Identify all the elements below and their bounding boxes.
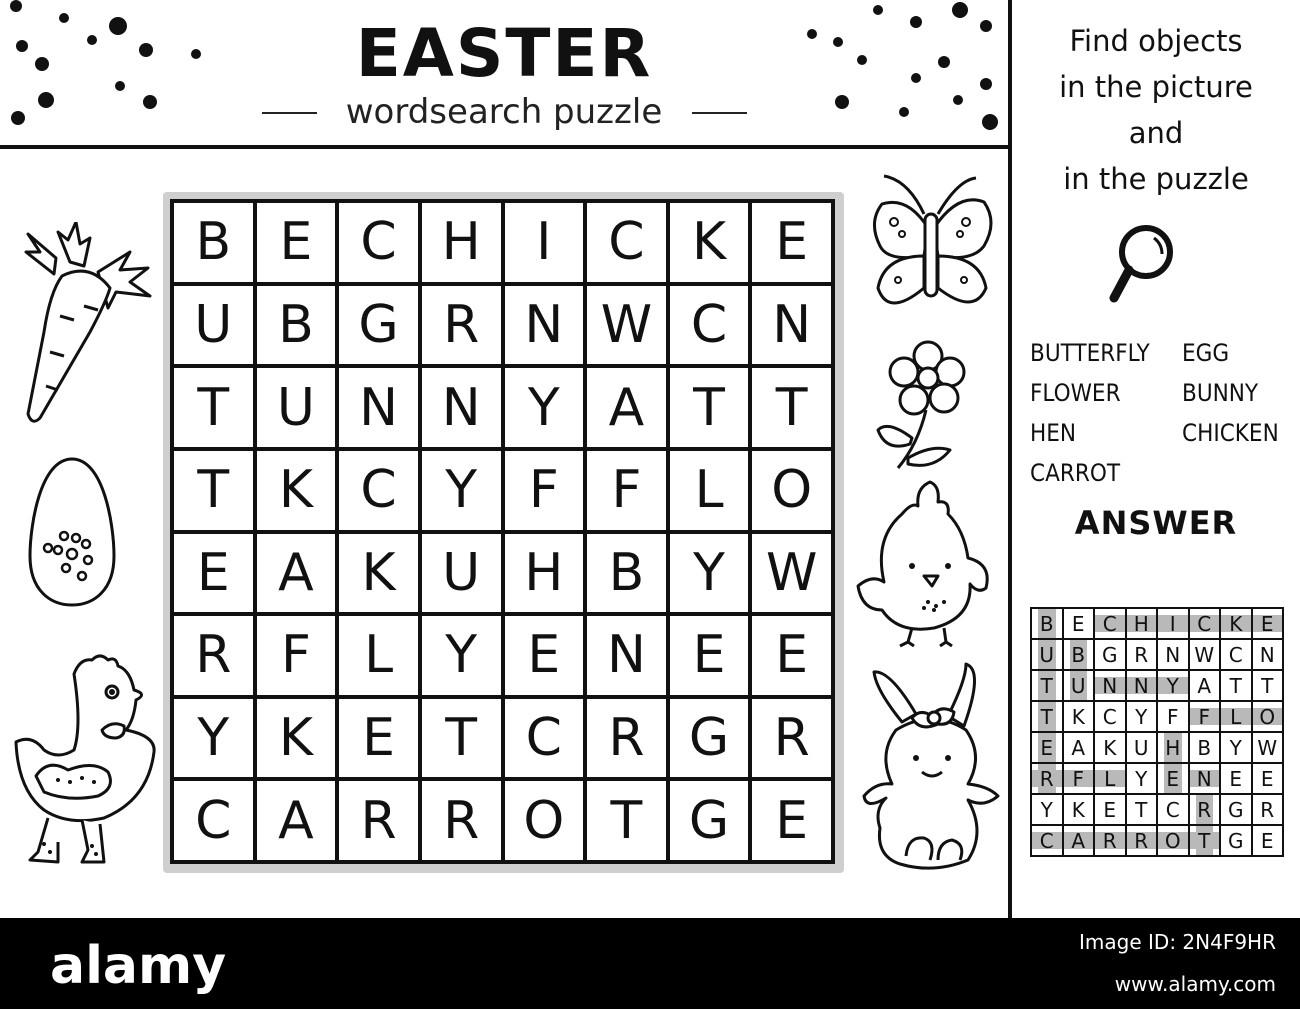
answer-grid-cell xyxy=(1031,732,1063,763)
word-bunny: BUNNY xyxy=(1182,379,1259,407)
grid-cell: E xyxy=(752,781,831,860)
answer-grid-letter: K xyxy=(1103,735,1117,760)
answer-grid-letter: T xyxy=(1261,673,1274,698)
answer-grid-cell xyxy=(1126,639,1158,670)
answer-grid-cell xyxy=(1157,763,1189,794)
answer-grid-letter: G xyxy=(1228,797,1244,822)
answer-grid-letter: R xyxy=(1102,828,1117,853)
answer-grid-cell xyxy=(1189,608,1221,639)
grid-cell: N xyxy=(752,286,831,365)
grid-cell: K xyxy=(339,534,418,613)
answer-grid-cell xyxy=(1063,639,1095,670)
answer-grid-letter: B xyxy=(1197,735,1212,760)
grid-cell: R xyxy=(339,781,418,860)
answer-grid xyxy=(1030,607,1284,857)
grid-cell: W xyxy=(587,286,666,365)
answer-grid-letter: A xyxy=(1071,735,1086,760)
answer-grid-letter: L xyxy=(1230,704,1242,729)
answer-grid-letter: R xyxy=(1134,828,1149,853)
answer-grid-cell xyxy=(1189,670,1221,701)
footer-url[interactable]: www.alamy.com xyxy=(1114,972,1276,996)
answer-grid-letter: A xyxy=(1071,828,1086,853)
answer-grid-cell xyxy=(1252,639,1284,670)
grid-cell: B xyxy=(587,534,666,613)
answer-grid-letter: B xyxy=(1071,642,1086,667)
answer-grid-cell xyxy=(1031,608,1063,639)
answer-grid-letter: O xyxy=(1259,704,1276,729)
grid-cell: L xyxy=(339,616,418,695)
answer-grid-cell xyxy=(1157,825,1189,856)
grid-cell: O xyxy=(505,781,584,860)
answer-grid-letter: T xyxy=(1135,797,1148,822)
wordsearch-grid xyxy=(170,199,835,864)
bunny-icon xyxy=(856,660,1006,880)
answer-grid-letter: H xyxy=(1133,611,1149,636)
answer-grid-cell xyxy=(1157,608,1189,639)
answer-grid-letter: E xyxy=(1166,766,1180,791)
grid-cell: R xyxy=(752,699,831,778)
answer-grid-letter: K xyxy=(1071,704,1085,729)
grid-cell: N xyxy=(422,368,501,447)
decorative-dot xyxy=(10,0,22,12)
grid-cell: Y xyxy=(670,534,749,613)
grid-cell: T xyxy=(174,451,253,530)
answer-grid-cell xyxy=(1220,763,1252,794)
answer-grid-cell xyxy=(1157,639,1189,670)
answer-grid-letter: R xyxy=(1260,797,1275,822)
instruction-line: and xyxy=(1128,116,1184,150)
footer-image-id: Image ID: 2N4F9HR xyxy=(1079,930,1276,954)
grid-cell: E xyxy=(752,616,831,695)
answer-grid-cell xyxy=(1157,732,1189,763)
answer-grid-cell xyxy=(1189,701,1221,732)
answer-grid-cell xyxy=(1031,670,1063,701)
answer-grid-letter: R xyxy=(1039,766,1054,791)
answer-grid-letter: T xyxy=(1229,673,1242,698)
magnifying-glass-icon xyxy=(1108,222,1174,308)
answer-grid-cell xyxy=(1189,639,1221,670)
answer-grid-letter: W xyxy=(1257,735,1278,760)
answer-grid-cell xyxy=(1031,639,1063,670)
answer-grid-cell xyxy=(1031,763,1063,794)
answer-grid-cell xyxy=(1189,763,1221,794)
answer-grid-letter: N xyxy=(1165,642,1181,667)
grid-cell: H xyxy=(422,203,501,282)
grid-cell: L xyxy=(670,451,749,530)
grid-cell: U xyxy=(174,286,253,365)
answer-grid-cell xyxy=(1094,732,1126,763)
answer-grid-cell xyxy=(1220,701,1252,732)
grid-cell: E xyxy=(257,203,336,282)
grid-cell: T xyxy=(422,699,501,778)
answer-grid-letter: U xyxy=(1070,673,1086,698)
answer-grid-cell xyxy=(1094,701,1126,732)
grid-cell: C xyxy=(587,203,666,282)
answer-grid-letter: F xyxy=(1198,704,1210,729)
footer-logo[interactable]: alamy xyxy=(50,936,227,996)
answer-grid-letter: Y xyxy=(1135,704,1148,729)
grid-cell: T xyxy=(752,368,831,447)
grid-cell: C xyxy=(505,699,584,778)
answer-grid-cell xyxy=(1126,794,1158,825)
answer-grid-cell xyxy=(1220,794,1252,825)
grid-cell: N xyxy=(339,368,418,447)
grid-cell: E xyxy=(174,534,253,613)
answer-grid-letter: E xyxy=(1260,766,1274,791)
header-divider xyxy=(0,145,1008,149)
grid-cell: E xyxy=(505,616,584,695)
answer-grid-letter: C xyxy=(1102,704,1117,729)
answer-grid-cell xyxy=(1220,639,1252,670)
answer-grid-cell xyxy=(1189,732,1221,763)
instruction-line: in the picture xyxy=(1059,70,1253,104)
answer-grid-letter: W xyxy=(1194,642,1215,667)
answer-grid-letter: C xyxy=(1039,828,1054,853)
grid-cell: B xyxy=(174,203,253,282)
answer-grid-letter: F xyxy=(1072,766,1084,791)
answer-grid-cell xyxy=(1063,670,1095,701)
answer-grid-letter: N xyxy=(1102,673,1118,698)
answer-grid-letter: U xyxy=(1133,735,1149,760)
word-carrot: CARROT xyxy=(1030,459,1121,487)
answer-grid-cell xyxy=(1094,794,1126,825)
answer-grid-cell xyxy=(1157,701,1189,732)
grid-cell: N xyxy=(505,286,584,365)
answer-grid-cell xyxy=(1157,670,1189,701)
answer-grid-letter: T xyxy=(1040,673,1053,698)
answer-grid-letter: T xyxy=(1040,704,1053,729)
answer-grid-cell xyxy=(1220,608,1252,639)
answer-grid-cell xyxy=(1063,825,1095,856)
answer-grid-cell xyxy=(1094,670,1126,701)
grid-cell: R xyxy=(422,286,501,365)
grid-cell: F xyxy=(505,451,584,530)
word-flower: FLOWER xyxy=(1030,379,1121,407)
grid-cell: T xyxy=(587,781,666,860)
grid-cell: E xyxy=(339,699,418,778)
answer-grid-cell xyxy=(1252,670,1284,701)
hen-icon xyxy=(8,650,160,880)
answer-grid-cell xyxy=(1252,825,1284,856)
instruction-line: in the puzzle xyxy=(1063,162,1249,196)
answer-grid-cell xyxy=(1189,794,1221,825)
answer-grid-cell xyxy=(1063,701,1095,732)
grid-cell: I xyxy=(505,203,584,282)
grid-cell: Y xyxy=(422,616,501,695)
answer-grid-letter: N xyxy=(1133,673,1149,698)
answer-grid-cell xyxy=(1094,608,1126,639)
answer-grid-letter: U xyxy=(1039,642,1055,667)
grid-cell: R xyxy=(422,781,501,860)
answer-grid-letter: R xyxy=(1197,797,1212,822)
answer-grid-cell xyxy=(1252,732,1284,763)
answer-grid-letter: H xyxy=(1165,735,1181,760)
grid-cell: G xyxy=(339,286,418,365)
egg-icon xyxy=(28,456,116,608)
grid-cell: H xyxy=(505,534,584,613)
grid-cell: K xyxy=(257,699,336,778)
grid-cell: C xyxy=(339,203,418,282)
answer-grid-cell xyxy=(1252,608,1284,639)
grid-cell: A xyxy=(257,534,336,613)
answer-grid-cell xyxy=(1220,825,1252,856)
answer-grid-letter: N xyxy=(1196,766,1212,791)
answer-grid-letter: Y xyxy=(1135,766,1148,791)
answer-grid-cell xyxy=(1094,763,1126,794)
answer-grid-letter: C xyxy=(1102,611,1117,636)
answer-grid-cell xyxy=(1063,763,1095,794)
grid-cell: R xyxy=(174,616,253,695)
answer-grid-cell xyxy=(1126,608,1158,639)
answer-grid-letter: E xyxy=(1260,611,1274,636)
answer-grid-letter: O xyxy=(1164,828,1181,853)
answer-grid-letter: R xyxy=(1134,642,1149,667)
chicken-icon xyxy=(852,478,1002,648)
word-hen: HEN xyxy=(1030,419,1077,447)
grid-cell: T xyxy=(174,368,253,447)
answer-grid-cell xyxy=(1126,732,1158,763)
answer-grid-letter: B xyxy=(1039,611,1054,636)
answer-grid-cell xyxy=(1126,701,1158,732)
word-egg: EGG xyxy=(1182,339,1230,367)
grid-cell: Y xyxy=(505,368,584,447)
answer-grid-cell xyxy=(1063,732,1095,763)
grid-cell: C xyxy=(174,781,253,860)
answer-grid-cell xyxy=(1094,639,1126,670)
subtitle-dash-right xyxy=(692,112,747,114)
grid-cell: F xyxy=(257,616,336,695)
answer-grid-letter: G xyxy=(1228,828,1244,853)
answer-grid-letter: E xyxy=(1040,735,1054,760)
grid-cell: K xyxy=(257,451,336,530)
grid-cell: Y xyxy=(174,699,253,778)
answer-grid-letter: Y xyxy=(1166,673,1179,698)
flower-icon xyxy=(868,340,978,480)
grid-cell: T xyxy=(670,368,749,447)
answer-grid-cell xyxy=(1252,794,1284,825)
answer-grid-cell xyxy=(1126,763,1158,794)
word-chicken: CHICKEN xyxy=(1182,419,1279,447)
answer-heading: ANSWER xyxy=(1074,504,1238,542)
answer-grid-cell xyxy=(1252,763,1284,794)
page-subtitle: wordsearch puzzle xyxy=(345,92,663,132)
answer-grid-letter: G xyxy=(1102,642,1118,667)
instruction-line: Find objects xyxy=(1069,24,1243,58)
answer-grid-letter: Y xyxy=(1040,797,1053,822)
answer-grid-letter: T xyxy=(1198,828,1211,853)
answer-grid-letter: N xyxy=(1259,642,1275,667)
answer-grid-cell xyxy=(1126,670,1158,701)
butterfly-icon xyxy=(868,170,998,330)
answer-grid-cell xyxy=(1252,701,1284,732)
grid-cell: N xyxy=(587,616,666,695)
answer-grid-cell xyxy=(1031,825,1063,856)
answer-grid-cell xyxy=(1031,794,1063,825)
answer-grid-letter: K xyxy=(1229,611,1243,636)
grid-cell: C xyxy=(670,286,749,365)
answer-grid-letter: E xyxy=(1229,766,1243,791)
answer-grid-letter: A xyxy=(1197,673,1212,698)
answer-grid-letter: C xyxy=(1165,797,1180,822)
grid-cell: R xyxy=(587,699,666,778)
answer-grid-letter: L xyxy=(1104,766,1116,791)
answer-grid-letter: E xyxy=(1071,611,1085,636)
grid-cell: O xyxy=(752,451,831,530)
answer-grid-cell xyxy=(1189,825,1221,856)
answer-grid-cell xyxy=(1126,825,1158,856)
grid-cell: A xyxy=(587,368,666,447)
answer-grid-cell xyxy=(1063,608,1095,639)
grid-cell: F xyxy=(587,451,666,530)
answer-grid-letter: I xyxy=(1169,611,1176,636)
answer-grid-cell xyxy=(1220,670,1252,701)
grid-cell: Y xyxy=(422,451,501,530)
word-butterfly: BUTTERFLY xyxy=(1030,339,1150,367)
answer-grid-letter: K xyxy=(1071,797,1085,822)
grid-cell: C xyxy=(339,451,418,530)
answer-grid-cell xyxy=(1220,732,1252,763)
grid-cell: U xyxy=(422,534,501,613)
grid-cell: U xyxy=(257,368,336,447)
grid-cell: B xyxy=(257,286,336,365)
answer-grid-letter: E xyxy=(1103,797,1117,822)
answer-grid-letter: Y xyxy=(1229,735,1242,760)
answer-grid-letter: F xyxy=(1166,704,1179,729)
carrot-icon xyxy=(10,222,160,432)
grid-cell: W xyxy=(752,534,831,613)
answer-grid-letter: C xyxy=(1228,642,1243,667)
grid-cell: G xyxy=(670,699,749,778)
grid-cell: A xyxy=(257,781,336,860)
grid-cell: E xyxy=(752,203,831,282)
grid-cell: E xyxy=(670,616,749,695)
answer-grid-cell xyxy=(1031,701,1063,732)
answer-grid-cell xyxy=(1063,794,1095,825)
answer-grid-letter: C xyxy=(1197,611,1212,636)
grid-cell: K xyxy=(670,203,749,282)
answer-grid-cell xyxy=(1094,825,1126,856)
grid-cell: G xyxy=(670,781,749,860)
answer-grid-letter: E xyxy=(1260,828,1274,853)
page-title: EASTER xyxy=(355,15,653,92)
instructions xyxy=(1012,18,1300,202)
answer-grid-cell xyxy=(1157,794,1189,825)
